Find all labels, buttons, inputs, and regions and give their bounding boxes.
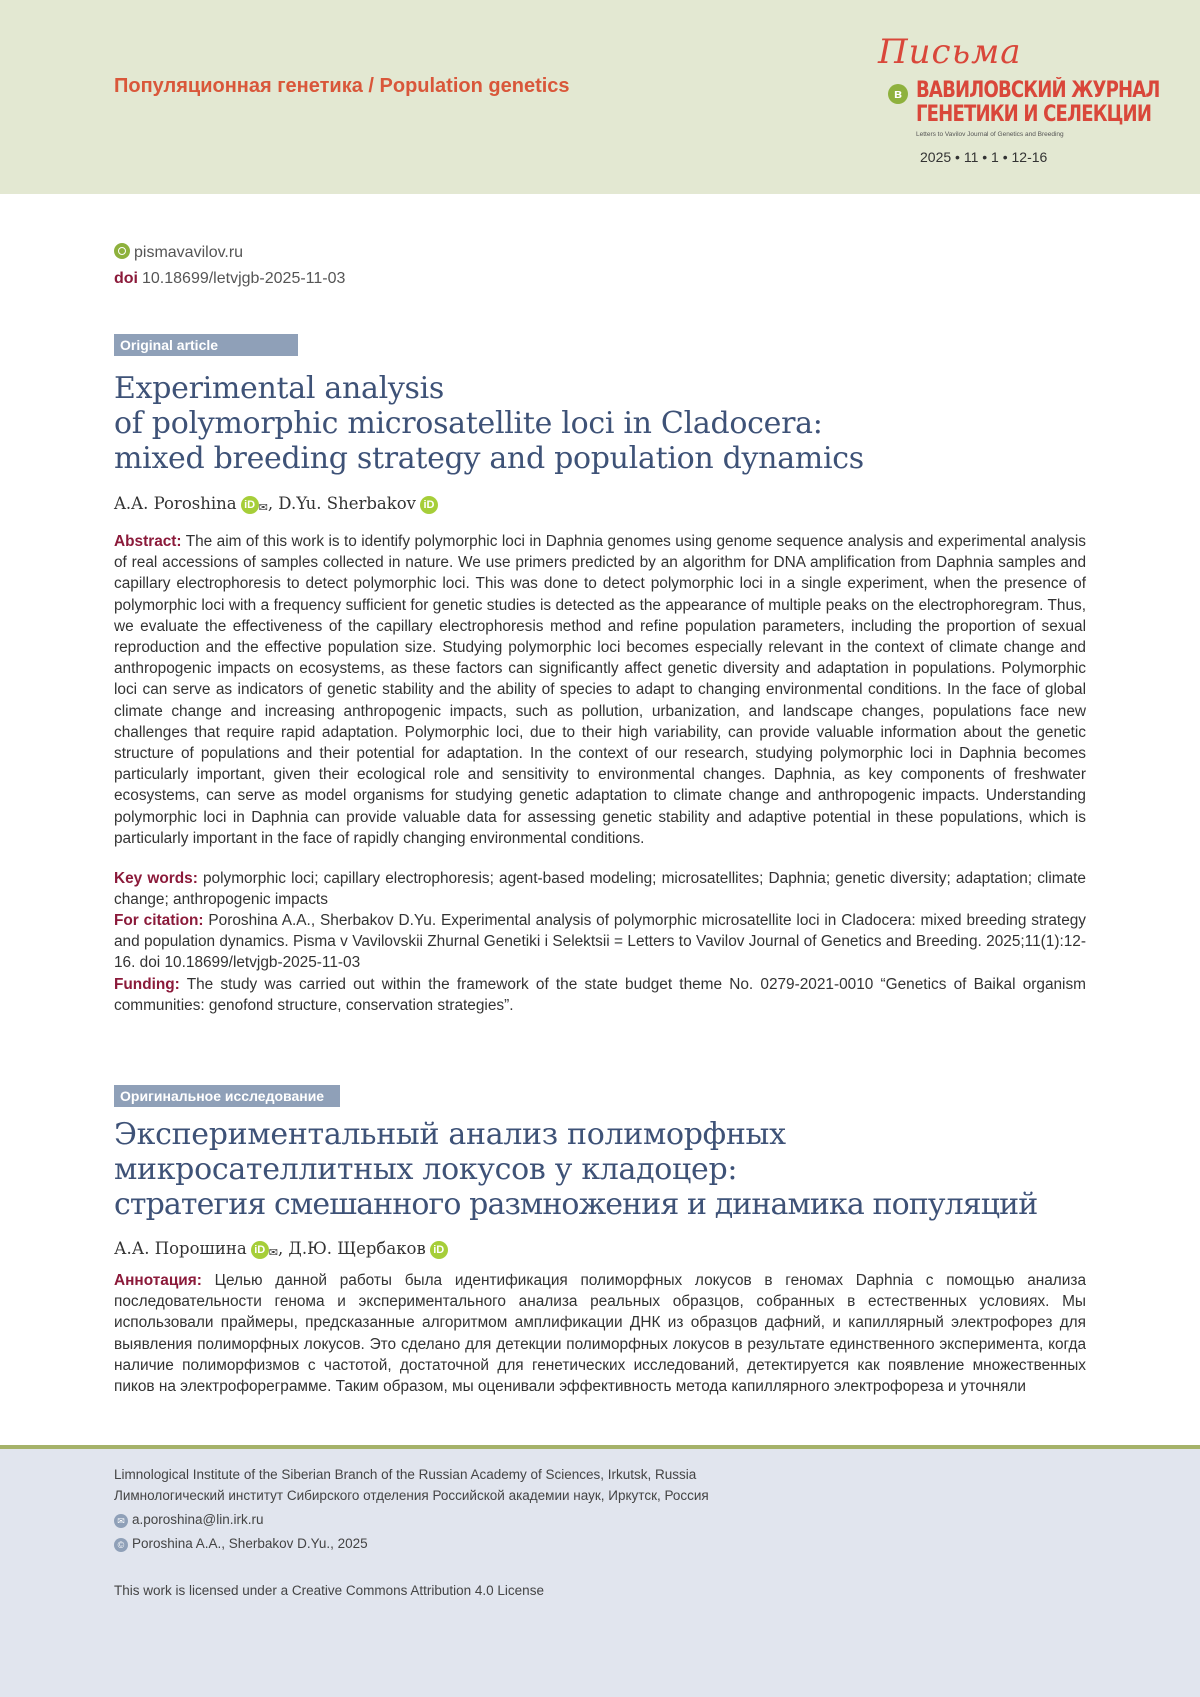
- email-line[interactable]: [114, 1512, 264, 1528]
- logo-line1: ВАВИЛОВСКИЙ ЖУРНАЛ: [916, 78, 1160, 103]
- copyright-icon: ©: [114, 1538, 128, 1552]
- author-name: , Д.Ю. Щербаков: [277, 1239, 426, 1258]
- orcid-icon[interactable]: iD: [430, 1241, 448, 1259]
- site-link[interactable]: [114, 243, 243, 262]
- orcid-icon[interactable]: iD: [251, 1241, 269, 1259]
- funding-text: The study was carried out within the framework of the state budget theme No. 0279-2021-0010 “Genetics of Baikal organism communities: genofond structure, conservation strategies”.: [114, 976, 1086, 1015]
- orcid-icon[interactable]: iD: [420, 496, 438, 514]
- mail-icon[interactable]: ✉: [268, 1246, 278, 1259]
- author-name: , D.Yu. Sherbakov: [267, 494, 416, 513]
- keywords-en: [114, 868, 1086, 910]
- authors-ru: [114, 1239, 448, 1259]
- copyright: Poroshina A.A., Sherbakov D.Yu., 2025: [132, 1536, 368, 1551]
- doi-label: doi: [114, 270, 138, 287]
- funding-en: [114, 974, 1086, 1016]
- title-line: стратегия смешанного размножения и динамика популяций: [114, 1187, 1038, 1222]
- logo-script: Письма: [878, 32, 1022, 72]
- citation-text: Poroshina A.A., Sherbakov D.Yu. Experimental analysis of polymorphic microsatellite loci in Cladocera: mixed breeding strategy and population dynamics. Pisma v Vavilovskii Zhurnal Genetiki i Selektsii = Letters to Vavilov Journal of Genetics and Breeding. 2025;11(1):12-16. doi 10.18699/letvjgb-2025-11-03: [114, 912, 1087, 972]
- abstract-text: The aim of this work is to identify polymorphic loci in Daphnia genomes using genome sequence analysis and experimental analysis of real accessions of samples collected in nature. We use primers predicted by an algorithm for DNA amplification from Daphnia samples and capillary electrophoresis to detect polymorphic loci. This was done to detect polymorphic loci in a single experiment, when the presence of polymorphic loci with a frequency sufficient for genetic studies is detected as the appearance of multiple peaks on the electrophoregram. Thus, we evaluate the effectiveness of the capillary electrophoresis method and refine population parameters, including the proportion of sexual reproduction and the effective population size. Studying polymorphic loci becomes especially relevant in the context of climate change and anthropogenic impacts on ecosystems, as these factors can significantly affect genetic diversity and adaptation in populations. Polymorphic loci can serve as indicators of genetic stability and the ability of species to adapt to changing environmental conditions. In the face of global climate change and increasing anthropogenic impacts, such as pollution, urbanization, and landscape changes, populations face new challenges that require rapid adaptation. Polymorphic loci, due to their high variability, can provide valuable information about the genetic structure of populations and their potential for adaptation. In the context of our research, studying polymorphic loci in Daphnia becomes particularly important, given their ecological role and sensitivity to environmental changes. Daphnia, as key components of freshwater ecosystems, can serve as model organisms for studying genetic adaptation to climate change and anthropogenic impacts. Understanding polymorphic loci in Daphnia can provide valuable data for assessing genetic stability and adaptive potential in these populations, which is particularly important in the face of rapidly changing environmental conditions.: [114, 533, 1086, 847]
- article-title: [114, 371, 864, 476]
- site-url[interactable]: pismavavilov.ru: [134, 244, 244, 261]
- affiliation-en: Limnological Institute of the Siberian Branch of the Russian Academy of Sciences, Irkutsk, Russia: [114, 1467, 697, 1482]
- title-line: mixed breeding strategy and population dynamics: [114, 441, 864, 476]
- title-line: of polymorphic microsatellite loci in Cladocera:: [114, 406, 823, 441]
- logo-subtitle: Letters to Vavilov Journal of Genetics and Breeding: [916, 131, 1064, 138]
- title-line: Experimental analysis: [114, 371, 445, 406]
- abstract-text: Целью данной работы была идентификация полиморфных локусов в геномах Daphnia с помощью анализа последовательности генома и экспериментального анализа реальных образцов, собранных в естественных условиях. Мы использовали праймеры, предсказанные алгоритмом амплификации ДНК из образцов дафний, и капиллярный электрофорез для выявления полиморфных локусов. Это сделано для детекции полиморфных локусов в результате единственного эксперимента, когда наличие полиморфизмов с частотой, достаточной для генетических исследований, детектируется как появление множественных пиков на электрофореграмме. Таким образом, мы оценивали эффективность метода капиллярного электрофореза и уточняли: [114, 1272, 1086, 1396]
- author-name: А.А. Порошина: [114, 1239, 247, 1258]
- abstract-en: [114, 531, 1086, 849]
- section-label: Популяционная генетика / Population genetics: [114, 75, 570, 97]
- doi-line: [114, 270, 345, 288]
- author-name: A.A. Poroshina: [114, 494, 237, 513]
- abstract-label: Аннотация:: [114, 1272, 202, 1289]
- keywords-label: Key words:: [114, 870, 198, 887]
- journal-header: [0, 0, 1200, 194]
- copyright-line: [114, 1536, 368, 1552]
- email[interactable]: a.poroshina@lin.irk.ru: [132, 1512, 264, 1527]
- title-line: микросателлитных локусов у кладоцер:: [114, 1152, 738, 1187]
- keywords-text: polymorphic loci; capillary electrophoresis; agent-based modeling; microsatellites; Daphnia; genetic diversity; adaptation; climate change; anthropogenic impacts: [114, 870, 1086, 909]
- abstract-ru: [114, 1270, 1086, 1397]
- logo-line2: ГЕНЕТИКИ И СЕЛЕКЦИИ: [916, 102, 1152, 127]
- mail-icon: ✉: [114, 1514, 128, 1528]
- doi-value[interactable]: 10.18699/letvjgb-2025-11-03: [142, 270, 346, 287]
- issue-info: 2025 • 11 • 1 • 12-16: [920, 149, 1048, 165]
- footer: [0, 1449, 1200, 1697]
- title-line: Экспериментальный анализ полиморфных: [114, 1117, 786, 1152]
- abstract-label: Abstract:: [114, 533, 182, 550]
- funding-label: Funding:: [114, 976, 180, 993]
- mail-icon[interactable]: ✉: [258, 501, 268, 514]
- article-title-ru: [114, 1117, 1037, 1222]
- affiliation-ru: Лимнологический институт Сибирского отделения Российской академии наук, Иркутск, Россия: [114, 1488, 709, 1503]
- article-type-tag: Original article: [114, 334, 298, 356]
- citation-en: [114, 910, 1086, 974]
- authors: [114, 494, 438, 514]
- globe-icon: [114, 243, 130, 259]
- citation-label: For citation:: [114, 912, 204, 929]
- article-type-tag-ru: Оригинальное исследование: [114, 1085, 340, 1107]
- orcid-icon[interactable]: iD: [241, 496, 259, 514]
- logo-badge-icon: в: [888, 84, 908, 104]
- journal-logo: [876, 32, 1160, 142]
- license[interactable]: This work is licensed under a Creative Commons Attribution 4.0 License: [114, 1583, 544, 1598]
